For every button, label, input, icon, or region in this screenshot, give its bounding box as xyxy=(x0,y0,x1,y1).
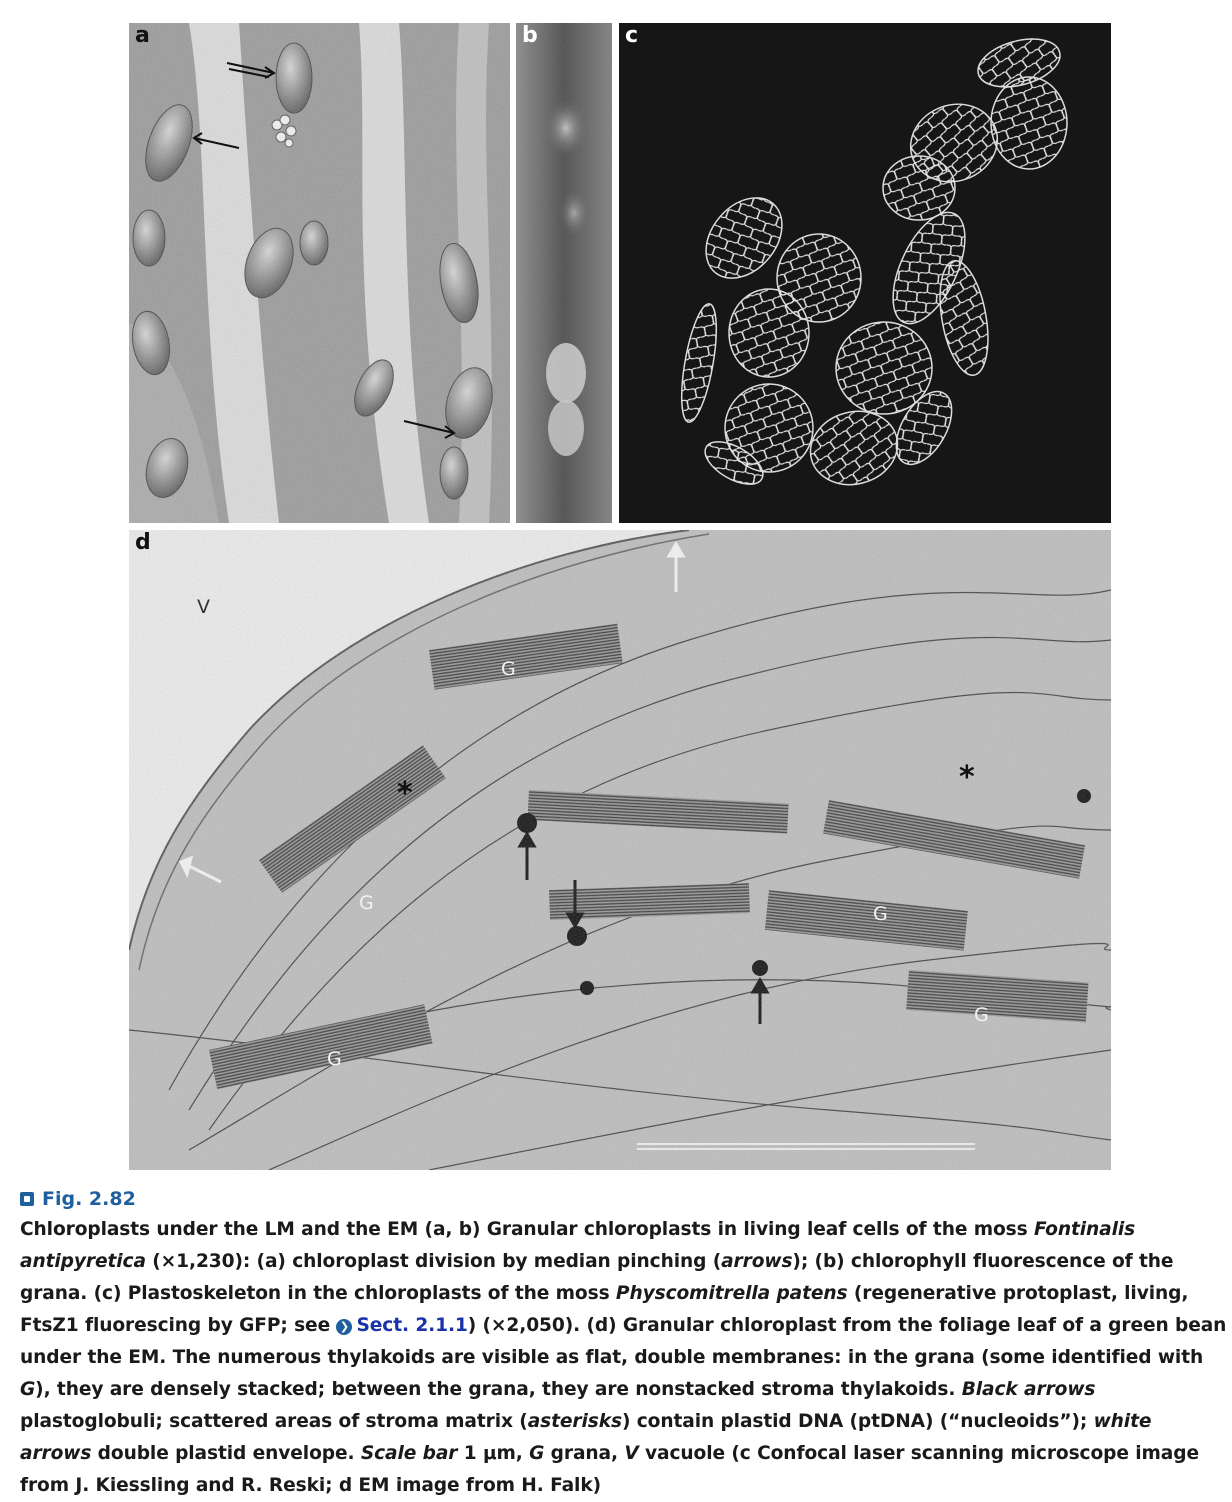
panel-a-micrograph xyxy=(129,23,510,523)
caption-emphasis: asterisks xyxy=(527,1411,622,1432)
caption-emphasis: arrows xyxy=(721,1251,793,1272)
panel-c-image xyxy=(619,23,1111,523)
caption-part: b xyxy=(822,1251,837,1272)
caption-emphasis: Scale bar xyxy=(360,1443,458,1464)
caption-emphasis: V xyxy=(624,1443,639,1464)
caption-part: d xyxy=(338,1475,353,1496)
panel-label-b: b xyxy=(522,23,538,48)
caption-part: ) Granular chloroplast from the foliage leaf of a green bean under the EM. The numerous thylakoids are visible as flat, double membranes: in the grana (some identified with xyxy=(20,1315,1227,1368)
grana-label: G xyxy=(359,892,374,914)
grana-label: G xyxy=(873,903,888,925)
figure-number-text: Fig. 2.82 xyxy=(42,1188,136,1210)
caption-part: double plastid envelope. xyxy=(91,1443,361,1464)
caption-part: b xyxy=(458,1219,472,1240)
asterisk-marker: * xyxy=(959,760,975,795)
panel-b-fluorescence xyxy=(516,23,612,523)
caption-species: Fontinalis antipyretica xyxy=(20,1219,1136,1272)
panel-b-image xyxy=(516,23,612,523)
caption-emphasis: G xyxy=(529,1443,545,1464)
caption-part: EM image from H. Falk) xyxy=(352,1475,601,1496)
caption-part: a xyxy=(432,1219,446,1240)
caption-species: Physcomitrella patens xyxy=(615,1283,848,1304)
panel-a-image xyxy=(129,23,510,523)
caption-part: plastoglobuli; scattered areas of stroma matrix ( xyxy=(20,1411,528,1432)
caption-part: c xyxy=(102,1283,113,1304)
caption-part: a xyxy=(264,1251,278,1272)
caption-text xyxy=(20,1214,1228,1502)
grana-label: G xyxy=(974,1004,989,1026)
caption-emphasis: G xyxy=(20,1379,36,1400)
caption-part: ) chloroplast division by median pinching ( xyxy=(277,1251,722,1272)
section-link[interactable]: Sect. 2.1.1 xyxy=(356,1315,468,1336)
caption-part: vacuole ( xyxy=(638,1443,740,1464)
caption-part: , xyxy=(445,1219,459,1240)
caption-emphasis: white arrows xyxy=(20,1411,1152,1464)
caption-part: ) contain plastid DNA (ptDNA) (“nucleoids”); xyxy=(621,1411,1094,1432)
caption-part: ) Granular chloroplasts in living leaf cells of the moss xyxy=(471,1219,1034,1240)
caption-part: Confocal laser scanning microscope image from J. Kiessling and R. Reski; xyxy=(20,1443,1199,1496)
caption-emphasis: Black arrows xyxy=(961,1379,1096,1400)
vacuole-label: V xyxy=(197,596,210,618)
caption-part: ) Plastoskeleton in the chloroplasts of the moss xyxy=(112,1283,616,1304)
caption-part: (regenerative protoplast, living, FtsZ1 fluorescing by GFP; see xyxy=(20,1283,1189,1336)
caption-part: 1 μm, xyxy=(457,1443,530,1464)
caption-part: ), they are densely stacked; between the grana, they are nonstacked stroma thylakoids. xyxy=(35,1379,962,1400)
panel-label-d: d xyxy=(135,530,151,555)
caption-part: ) chlorophyll fluorescence of the grana. ( xyxy=(20,1251,1174,1304)
panel-d-electron-micrograph xyxy=(129,530,1111,1170)
figure-number xyxy=(20,1188,1228,1210)
panel-d-image xyxy=(129,530,1111,1170)
caption-part: (×1,230): ( xyxy=(145,1251,265,1272)
caption-part: ) (×2,050). ( xyxy=(467,1315,595,1336)
caption-part: c xyxy=(739,1443,751,1464)
figure-caption xyxy=(20,1188,1228,1502)
grana-label: G xyxy=(327,1048,342,1070)
panel-c-confocal xyxy=(619,23,1111,523)
figure-marker-icon xyxy=(20,1192,34,1206)
panel-label-a: a xyxy=(135,23,150,48)
caption-part: Chloroplasts under the LM and the EM ( xyxy=(20,1219,433,1240)
link-arrow-icon: ❯ xyxy=(336,1319,352,1335)
caption-part: grana, xyxy=(544,1443,625,1464)
caption-part: d xyxy=(594,1315,609,1336)
panel-label-c: c xyxy=(625,23,639,48)
grana-label: G xyxy=(501,658,516,680)
caption-part: ); ( xyxy=(792,1251,823,1272)
asterisk-marker: * xyxy=(397,776,413,811)
